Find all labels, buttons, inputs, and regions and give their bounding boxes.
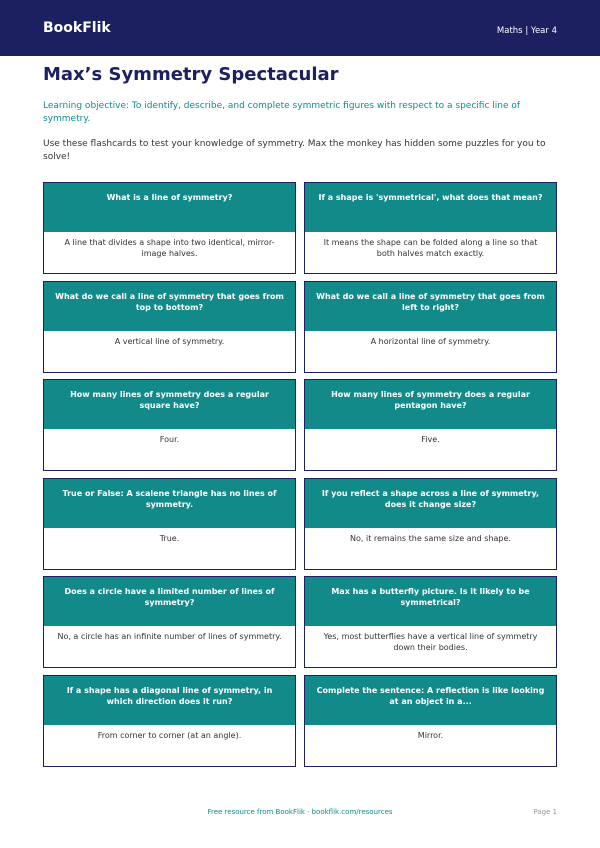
flashcard-question: If you reflect a shape across a line of symmetry, does it change size? [305, 479, 556, 528]
brand-logo[interactable]: BookFlik [43, 20, 111, 36]
learning-objective: Learning objective: To identify, describe, and complete symmetric figures with respect to a specific line of symmetry. [43, 101, 521, 124]
flashcard-question: Complete the sentence: A reflection is like looking at an object in a... [305, 676, 556, 725]
subject-label: Maths | Year 4 [496, 26, 557, 36]
flashcard-question: Does a circle have a limited number of lines of symmetry? [44, 577, 295, 626]
page-title: Max’s Symmetry Spectacular [43, 64, 339, 85]
flashcard-question: Max has a butterfly picture. Is it likely to be symmetrical? [305, 577, 556, 626]
flashcard-question: What do we call a line of symmetry that goes from left to right? [305, 282, 556, 331]
flashcard-answer: Yes, most butterflies have a vertical line of symmetry down their bodies. [323, 632, 538, 652]
flashcard-answer: From corner to corner (at an angle). [97, 730, 242, 740]
flashcard-answer: No, it remains the same size and shape. [350, 533, 511, 543]
flashcard[interactable] [304, 182, 557, 274]
page-number: Page 1 [533, 808, 557, 816]
footer-text[interactable]: Free resource from BookFlik · bookflik.com/resources [207, 808, 393, 816]
flashcard-question: What do we call a line of symmetry that goes from top to bottom? [44, 282, 295, 331]
intro-text: Use these flashcards to test your knowledge of symmetry. Max the monkey has hidden some puzzles for you to solve! [43, 139, 546, 162]
flashcard-question: How many lines of symmetry does a regular pentagon have? [305, 380, 556, 429]
flashcard-question: How many lines of symmetry does a regular square have? [44, 380, 295, 429]
flashcard[interactable] [43, 182, 296, 274]
flashcard-answer: It means the shape can be folded along a line so that both halves match exactly. [323, 238, 538, 258]
flashcard[interactable] [304, 675, 557, 767]
flashcard-question: True or False: A scalene triangle has no lines of symmetry. [44, 479, 295, 528]
flashcard-question: What is a line of symmetry? [44, 183, 295, 232]
flashcard[interactable] [43, 478, 296, 570]
flashcard[interactable] [304, 379, 557, 471]
flashcard-question: If a shape is 'symmetrical', what does that mean? [305, 183, 556, 232]
flashcard-answer: A horizontal line of symmetry. [370, 336, 491, 346]
flashcard-answer: Five. [421, 435, 440, 444]
flashcard-answer: A vertical line of symmetry. [114, 336, 225, 346]
flashcard[interactable] [304, 478, 557, 570]
flashcard[interactable] [43, 281, 296, 373]
flashcard-answer: Mirror. [417, 730, 444, 740]
flashcard-answer: A line that divides a shape into two identical, mirror-image halves. [64, 238, 275, 258]
header-bar [0, 0, 600, 56]
flashcard-question: If a shape has a diagonal line of symmetry, in which direction does it run? [44, 676, 295, 725]
flashcard-answer: Four. [159, 435, 180, 444]
flashcard[interactable] [304, 281, 557, 373]
flashcard-answer: True. [159, 533, 180, 543]
flashcard[interactable] [43, 675, 296, 767]
flashcard-answer: No, a circle has an infinite number of lines of symmetry. [57, 632, 282, 641]
flashcard[interactable] [43, 576, 296, 668]
flashcard[interactable] [43, 379, 296, 471]
flashcard[interactable] [304, 576, 557, 668]
